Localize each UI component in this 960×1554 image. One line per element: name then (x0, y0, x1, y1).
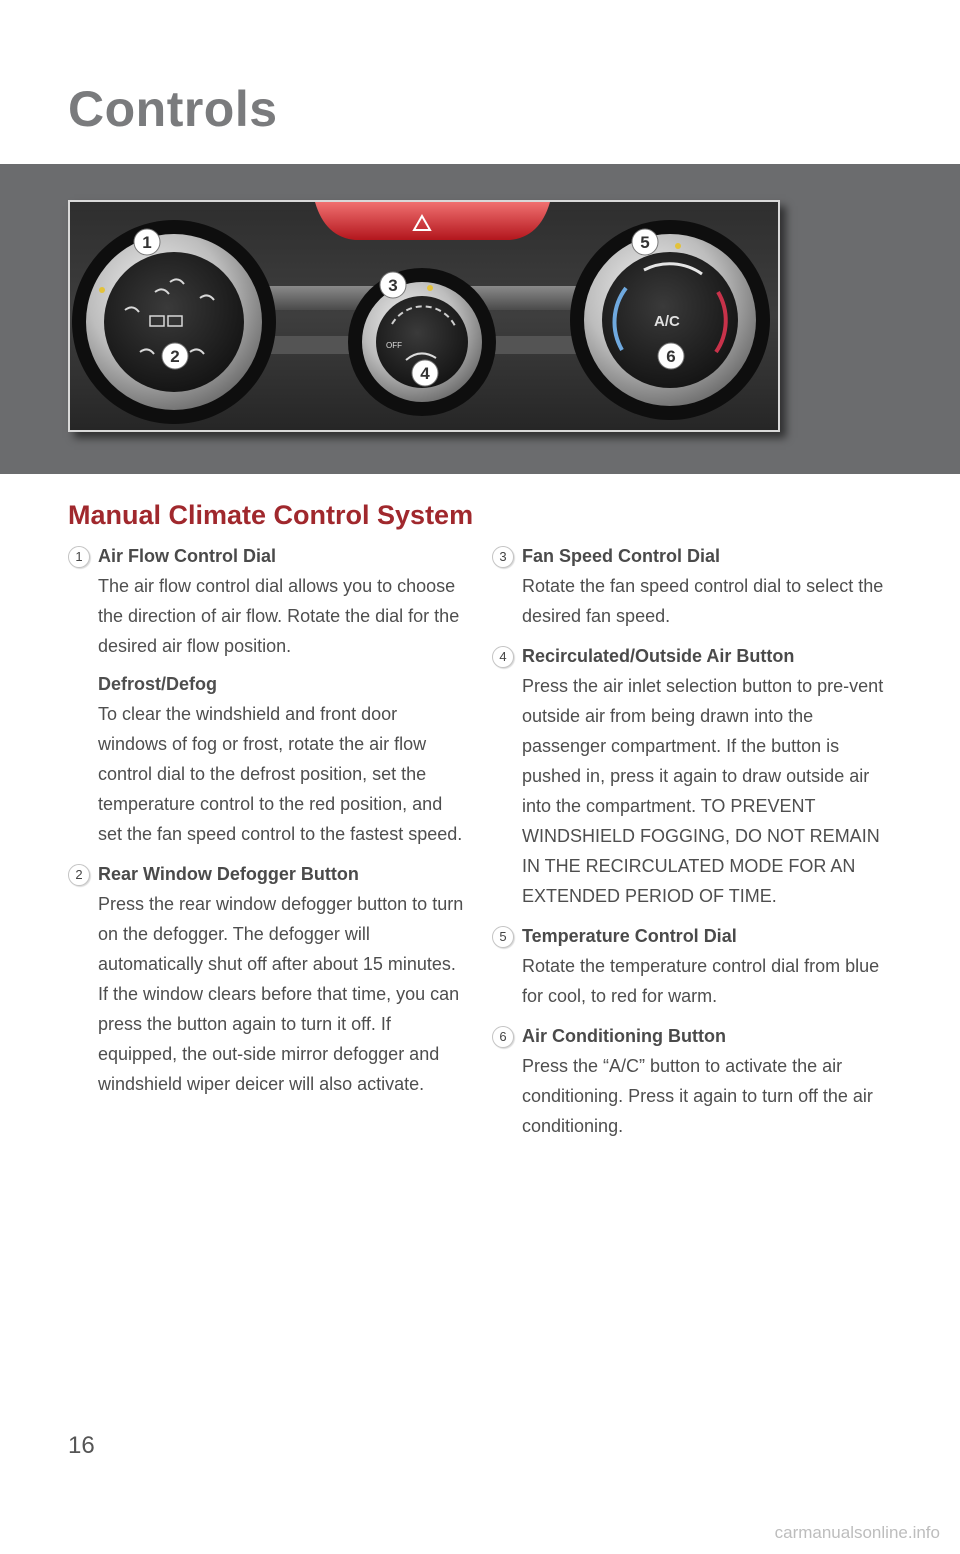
left-column (68, 541, 468, 1109)
item-title: Temperature Control Dial (522, 926, 737, 946)
item-body: Press the rear window defogger button to turn on the defogger. The defogger will automatically shut off after about 15 minutes. If the window clears before that time, you can press the button again to turn it off. If equipped, the out-side mirror defogger and windshield wiper deicer will also activate. (98, 894, 464, 1094)
sub-title: Defrost/Defog (98, 674, 218, 694)
page-number: 16 (68, 1432, 95, 1459)
item-title: Air Flow Control Dial (98, 546, 276, 566)
page-title: Controls (68, 81, 278, 137)
climate-control-photo (68, 200, 780, 432)
item-number: 4 (492, 646, 514, 668)
sub-body: To clear the windshield and front door windows of fog or frost, rotate the air flow control dial to the defrost position, set the temperature control to the red position, and set the fan speed control to the fastest speed. (98, 704, 463, 844)
item-number: 6 (492, 1026, 514, 1048)
item-number: 2 (68, 864, 90, 886)
callout-3: 3 (388, 276, 398, 295)
hazard-button (315, 202, 550, 240)
callout-4: 4 (420, 364, 430, 383)
right-column (492, 541, 902, 1151)
control-item (492, 921, 902, 1011)
item-title: Air Conditioning Button (522, 1026, 726, 1046)
watermark: carmanualsonline.info (774, 1523, 940, 1542)
item-body: Press the “A/C” button to activate the air conditioning. Press it again to turn off the air conditioning. (522, 1056, 873, 1136)
item-body: Rotate the fan speed control dial to select the desired fan speed. (522, 576, 884, 626)
temperature-dial (570, 220, 770, 420)
control-item (492, 1021, 902, 1141)
control-item (68, 541, 468, 849)
air-flow-dial (72, 220, 276, 424)
control-item (68, 859, 468, 1099)
climate-panel-illustration (70, 202, 778, 430)
item-number: 3 (492, 546, 514, 568)
callout-1: 1 (142, 233, 152, 252)
item-title: Rear Window Defogger Button (98, 864, 359, 884)
item-title: Recirculated/Outside Air Button (522, 646, 795, 666)
control-item (492, 541, 902, 631)
control-item (492, 641, 902, 911)
item-body: Press the air inlet selection button to pre-vent outside air from being drawn into the passenger compartment. If the button is pushed in, press it again to draw outside air into the compartment. TO PREVENT WINDSHIELD FOGGING, DO NOT REMAIN IN THE RECIRCULATED MODE FOR AN EXTENDED PERIOD OF TIME. (522, 676, 884, 906)
item-body: The air flow control dial allows you to choose the direction of air flow. Rotate the dial for the desired air flow position. (98, 576, 460, 656)
callout-6: 6 (666, 347, 676, 366)
off-label: OFF (386, 341, 402, 350)
callout-2: 2 (170, 347, 180, 366)
ac-label: A/C (654, 313, 680, 330)
fan-speed-dial (348, 268, 496, 416)
item-number: 5 (492, 926, 514, 948)
section-title: Manual Climate Control System (68, 500, 474, 530)
item-number: 1 (68, 546, 90, 568)
item-body: Rotate the temperature control dial from blue for cool, to red for warm. (522, 956, 880, 1006)
callout-5: 5 (640, 233, 650, 252)
item-title: Fan Speed Control Dial (522, 546, 721, 566)
